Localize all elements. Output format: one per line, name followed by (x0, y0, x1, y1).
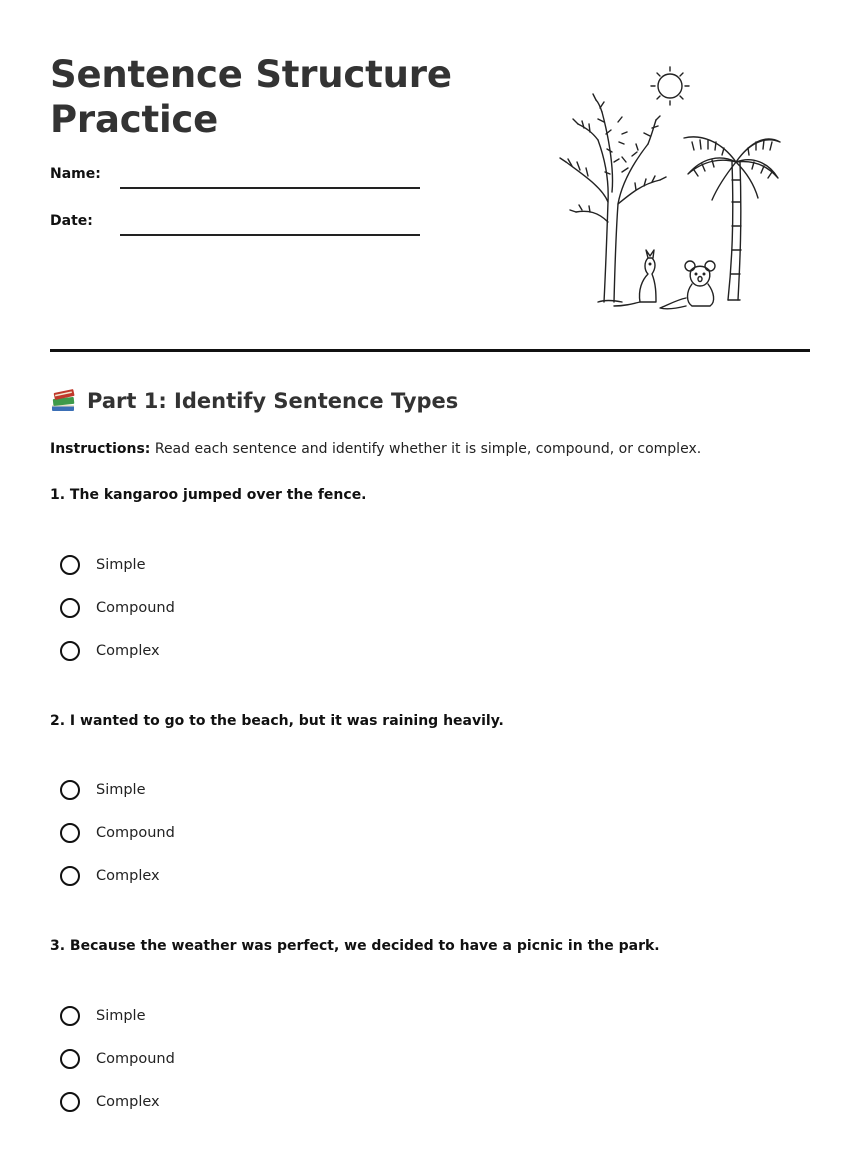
instructions-label: Instructions: (50, 441, 151, 457)
option-label: Compound (96, 600, 175, 616)
radio-button[interactable] (60, 823, 80, 843)
question-3: 3. Because the weather was perfect, we decided to have a picnic in the park. (50, 938, 660, 954)
tree-icon (560, 94, 666, 302)
radio-button[interactable] (60, 1092, 80, 1112)
name-label: Name: (50, 166, 101, 182)
palm-tree-icon (684, 137, 780, 300)
section-heading (50, 388, 458, 414)
q1-option-simple[interactable] (60, 553, 146, 577)
q2-option-simple[interactable] (60, 778, 146, 802)
q3-option-complex[interactable] (60, 1090, 160, 1114)
question-2: 2. I wanted to go to the beach, but it was raining heavily. (50, 713, 504, 729)
radio-button[interactable] (60, 555, 80, 575)
header-divider (50, 349, 810, 352)
kangaroo-icon (614, 250, 656, 306)
radio-button[interactable] (60, 866, 80, 886)
option-label: Complex (96, 1094, 160, 1110)
option-label: Complex (96, 868, 160, 884)
option-label: Simple (96, 1008, 146, 1024)
radio-button[interactable] (60, 598, 80, 618)
instructions-text: Read each sentence and identify whether it is simple, compound, or complex. (150, 441, 702, 457)
radio-button[interactable] (60, 780, 80, 800)
q1-option-compound[interactable] (60, 596, 175, 620)
name-field[interactable] (120, 187, 420, 189)
q3-option-compound[interactable] (60, 1047, 175, 1071)
page-title: Sentence Structure Practice (50, 53, 452, 141)
q2-option-complex[interactable] (60, 864, 160, 888)
question-1: 1. The kangaroo jumped over the fence. (50, 487, 367, 503)
books-icon (50, 388, 77, 414)
option-label: Compound (96, 825, 175, 841)
q1-option-complex[interactable] (60, 639, 160, 663)
option-label: Simple (96, 782, 146, 798)
radio-button[interactable] (60, 641, 80, 661)
instructions (50, 441, 701, 457)
radio-button[interactable] (60, 1049, 80, 1069)
q2-option-compound[interactable] (60, 821, 175, 845)
koala-icon (660, 261, 715, 309)
australian-landscape-illustration (552, 62, 784, 312)
date-field[interactable] (120, 234, 420, 236)
radio-button[interactable] (60, 1006, 80, 1026)
date-label: Date: (50, 213, 93, 229)
option-label: Compound (96, 1051, 175, 1067)
sun-icon (651, 67, 689, 105)
option-label: Simple (96, 557, 146, 573)
section-heading-text: Part 1: Identify Sentence Types (87, 389, 459, 413)
option-label: Complex (96, 643, 160, 659)
q3-option-simple[interactable] (60, 1004, 146, 1028)
